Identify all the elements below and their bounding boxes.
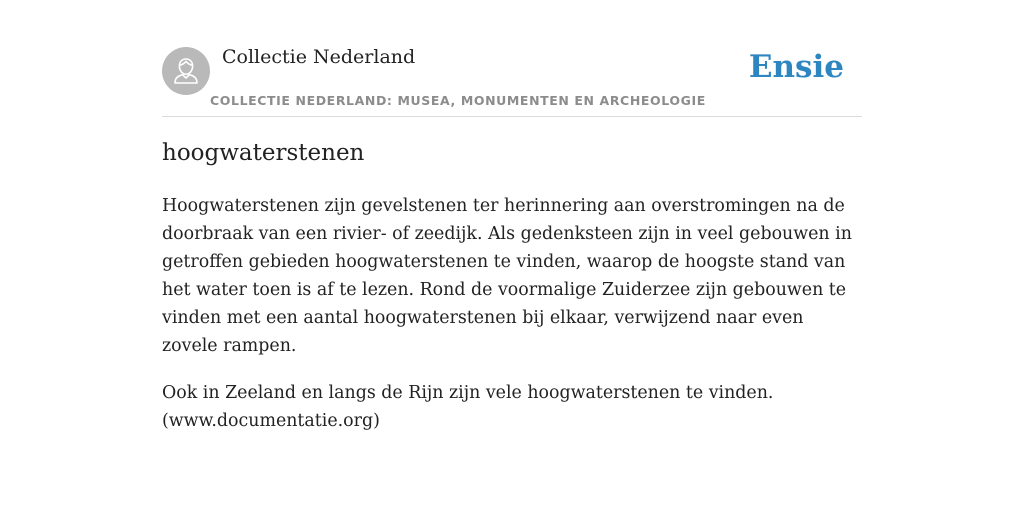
page-title: hoogwaterstenen	[162, 140, 365, 166]
article-paragraph: Ook in Zeeland en langs de Rijn zijn vele hoogwaterstenen te vinden. (www.documentatie.org)	[162, 383, 774, 431]
collection-subtitle[interactable]: COLLECTIE NEDERLAND: MUSEA, MONUMENTEN EN ARCHEOLOGIE	[210, 93, 706, 108]
article-paragraph: Hoogwaterstenen zijn gevelstenen ter herinnering aan overstromingen na de doorbraak van een rivier- of zeedijk. Als gedenksteen zijn in veel gebouwen in getroffen gebieden hoogwaterstenen te vinden, waarop de hoogste stand van het water toen is af te lezen. Rond de voormalige Zuiderzee zijn gebouwen te vinden met een aantal hoogwaterstenen bij elkaar, verwijzend naar even zovele rampen.	[162, 196, 852, 356]
site-logo[interactable]: Ensie	[748, 49, 844, 85]
avatar[interactable]	[162, 47, 210, 95]
header	[162, 40, 862, 117]
user-icon	[162, 47, 210, 95]
author-name[interactable]: Collectie Nederland	[222, 46, 416, 68]
article-body	[162, 192, 862, 454]
